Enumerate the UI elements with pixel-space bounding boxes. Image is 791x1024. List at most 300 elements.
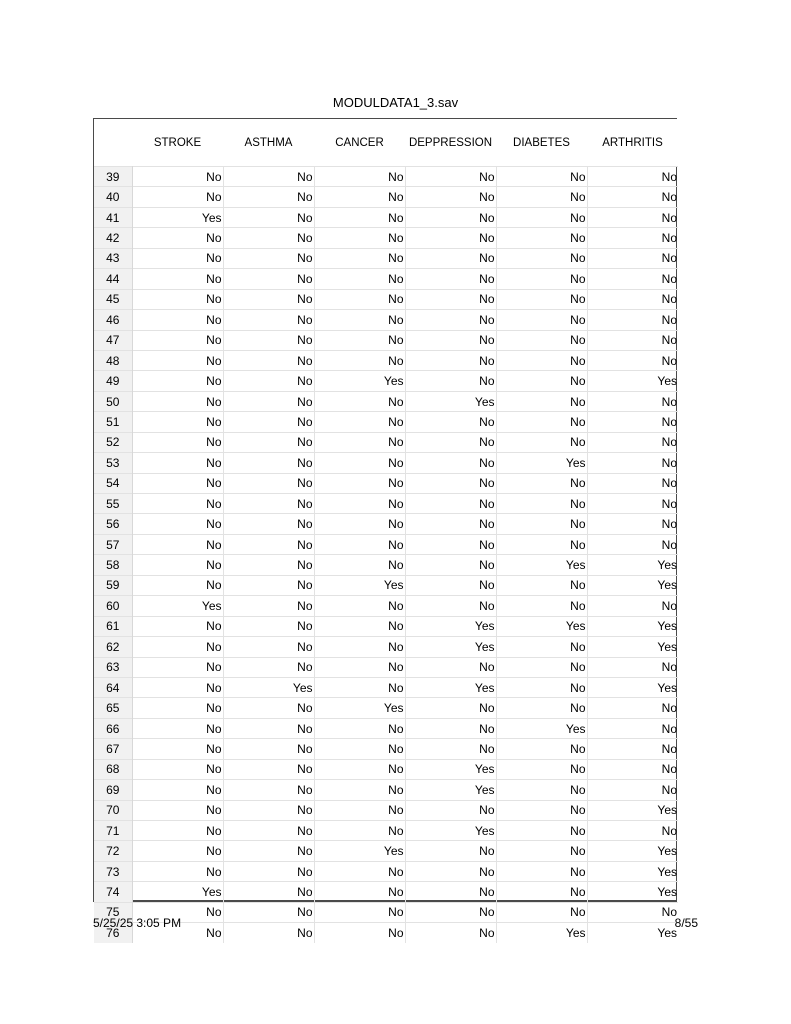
- stroke-cell: No: [132, 310, 223, 330]
- diabetes-cell: No: [496, 371, 587, 391]
- asthma-cell: Yes: [223, 677, 314, 697]
- cancer-cell: Yes: [314, 841, 405, 861]
- asthma-cell: No: [223, 167, 314, 187]
- cancer-cell: No: [314, 677, 405, 697]
- table-row: [94, 616, 678, 636]
- stroke-cell: No: [132, 187, 223, 207]
- arthritis-cell: Yes: [587, 861, 678, 881]
- arthritis-cell: Yes: [587, 616, 678, 636]
- diabetes-cell: No: [496, 596, 587, 616]
- diabetes-cell: No: [496, 391, 587, 411]
- arthritis-cell: Yes: [587, 371, 678, 391]
- stroke-cell: No: [132, 391, 223, 411]
- diabetes-cell: No: [496, 637, 587, 657]
- cancer-cell: No: [314, 902, 405, 922]
- row-number: 55: [94, 494, 132, 514]
- cancer-cell: No: [314, 228, 405, 248]
- asthma-cell: No: [223, 350, 314, 370]
- deppression-cell: No: [405, 698, 496, 718]
- stroke-cell: No: [132, 739, 223, 759]
- deppression-cell: No: [405, 432, 496, 452]
- row-number: 59: [94, 575, 132, 595]
- document-title: MODULDATA1_3.sav: [332, 95, 459, 110]
- stroke-cell: No: [132, 350, 223, 370]
- asthma-cell: No: [223, 555, 314, 575]
- column-header-cancer: CANCER: [314, 119, 405, 167]
- diabetes-cell: Yes: [496, 453, 587, 473]
- asthma-cell: No: [223, 207, 314, 227]
- row-number: 69: [94, 780, 132, 800]
- cancer-cell: No: [314, 555, 405, 575]
- diabetes-cell: No: [496, 780, 587, 800]
- row-number: 54: [94, 473, 132, 493]
- arthritis-cell: Yes: [587, 841, 678, 861]
- deppression-cell: No: [405, 330, 496, 350]
- asthma-cell: No: [223, 391, 314, 411]
- arthritis-cell: No: [587, 718, 678, 738]
- stroke-cell: No: [132, 269, 223, 289]
- diabetes-cell: No: [496, 575, 587, 595]
- row-number: 60: [94, 596, 132, 616]
- asthma-cell: No: [223, 187, 314, 207]
- table-row: [94, 596, 678, 616]
- diabetes-cell: Yes: [496, 616, 587, 636]
- arthritis-cell: Yes: [587, 882, 678, 902]
- deppression-cell: Yes: [405, 677, 496, 697]
- deppression-cell: No: [405, 289, 496, 309]
- asthma-cell: No: [223, 289, 314, 309]
- stroke-cell: No: [132, 637, 223, 657]
- arthritis-cell: No: [587, 228, 678, 248]
- arthritis-cell: No: [587, 494, 678, 514]
- row-number: 68: [94, 759, 132, 779]
- asthma-cell: No: [223, 739, 314, 759]
- asthma-cell: No: [223, 718, 314, 738]
- column-header-asthma: ASTHMA: [223, 119, 314, 167]
- deppression-cell: No: [405, 310, 496, 330]
- table-row: [94, 514, 678, 534]
- stroke-cell: No: [132, 494, 223, 514]
- table-row: [94, 759, 678, 779]
- arthritis-cell: No: [587, 739, 678, 759]
- table-row: [94, 841, 678, 861]
- table-row: [94, 167, 678, 187]
- stroke-cell: No: [132, 167, 223, 187]
- deppression-cell: No: [405, 882, 496, 902]
- table-row: [94, 412, 678, 432]
- table-row: [94, 432, 678, 452]
- diabetes-cell: No: [496, 514, 587, 534]
- asthma-cell: No: [223, 310, 314, 330]
- asthma-cell: No: [223, 453, 314, 473]
- column-header-stroke: STROKE: [132, 119, 223, 167]
- stroke-cell: No: [132, 248, 223, 268]
- stroke-cell: No: [132, 534, 223, 554]
- deppression-cell: No: [405, 923, 496, 943]
- arthritis-cell: Yes: [587, 677, 678, 697]
- arthritis-cell: No: [587, 596, 678, 616]
- cancer-cell: No: [314, 596, 405, 616]
- arthritis-cell: No: [587, 453, 678, 473]
- diabetes-cell: No: [496, 187, 587, 207]
- diabetes-cell: No: [496, 412, 587, 432]
- cancer-cell: No: [314, 657, 405, 677]
- table-row: [94, 310, 678, 330]
- arthritis-cell: No: [587, 432, 678, 452]
- stroke-cell: Yes: [132, 596, 223, 616]
- cancer-cell: No: [314, 473, 405, 493]
- stroke-cell: No: [132, 453, 223, 473]
- diabetes-cell: No: [496, 248, 587, 268]
- stroke-cell: No: [132, 371, 223, 391]
- row-number: 39: [94, 167, 132, 187]
- deppression-cell: No: [405, 228, 496, 248]
- arthritis-cell: No: [587, 310, 678, 330]
- stroke-cell: No: [132, 923, 223, 943]
- table-row: [94, 269, 678, 289]
- asthma-cell: No: [223, 473, 314, 493]
- deppression-cell: No: [405, 412, 496, 432]
- diabetes-cell: No: [496, 841, 587, 861]
- asthma-cell: No: [223, 800, 314, 820]
- stroke-cell: No: [132, 698, 223, 718]
- arthritis-cell: No: [587, 698, 678, 718]
- arthritis-cell: No: [587, 759, 678, 779]
- diabetes-cell: No: [496, 330, 587, 350]
- diabetes-cell: No: [496, 350, 587, 370]
- column-header-arthritis: ARTHRITIS: [587, 119, 678, 167]
- diabetes-cell: No: [496, 821, 587, 841]
- asthma-cell: No: [223, 637, 314, 657]
- table-row: [94, 494, 678, 514]
- row-number: 40: [94, 187, 132, 207]
- row-number: 52: [94, 432, 132, 452]
- cancer-cell: Yes: [314, 575, 405, 595]
- row-number: 70: [94, 800, 132, 820]
- cancer-cell: No: [314, 412, 405, 432]
- stroke-cell: Yes: [132, 207, 223, 227]
- deppression-cell: No: [405, 514, 496, 534]
- page-indicator: 8/55: [674, 916, 698, 930]
- deppression-cell: No: [405, 453, 496, 473]
- row-number: 51: [94, 412, 132, 432]
- row-number: 76: [94, 923, 132, 943]
- asthma-cell: No: [223, 821, 314, 841]
- deppression-cell: No: [405, 902, 496, 922]
- diabetes-cell: No: [496, 759, 587, 779]
- table-row: [94, 187, 678, 207]
- row-number: 72: [94, 841, 132, 861]
- diabetes-cell: No: [496, 494, 587, 514]
- cancer-cell: No: [314, 534, 405, 554]
- row-number: 43: [94, 248, 132, 268]
- print-timestamp: 5/25/25 3:05 PM: [93, 916, 182, 930]
- deppression-cell: Yes: [405, 391, 496, 411]
- table-row: [94, 800, 678, 820]
- arthritis-cell: No: [587, 350, 678, 370]
- table-row: [94, 207, 678, 227]
- cancer-cell: No: [314, 882, 405, 902]
- stroke-cell: No: [132, 412, 223, 432]
- asthma-cell: No: [223, 412, 314, 432]
- cancer-cell: No: [314, 800, 405, 820]
- arthritis-cell: Yes: [587, 923, 678, 943]
- table-row: [94, 473, 678, 493]
- cancer-cell: No: [314, 350, 405, 370]
- deppression-cell: No: [405, 718, 496, 738]
- table-row: [94, 657, 678, 677]
- table-row: [94, 637, 678, 657]
- asthma-cell: No: [223, 514, 314, 534]
- row-number: 46: [94, 310, 132, 330]
- deppression-cell: No: [405, 555, 496, 575]
- table-row: [94, 718, 678, 738]
- arthritis-cell: No: [587, 657, 678, 677]
- deppression-cell: No: [405, 596, 496, 616]
- row-number: 57: [94, 534, 132, 554]
- table-row: [94, 902, 678, 922]
- cancer-cell: No: [314, 759, 405, 779]
- stroke-cell: No: [132, 657, 223, 677]
- arthritis-cell: No: [587, 902, 678, 922]
- stroke-cell: No: [132, 473, 223, 493]
- diabetes-cell: No: [496, 269, 587, 289]
- asthma-cell: No: [223, 269, 314, 289]
- cancer-cell: Yes: [314, 371, 405, 391]
- row-number: 65: [94, 698, 132, 718]
- row-number: 41: [94, 207, 132, 227]
- diabetes-cell: No: [496, 473, 587, 493]
- cancer-cell: No: [314, 289, 405, 309]
- cancer-cell: No: [314, 453, 405, 473]
- stroke-cell: No: [132, 800, 223, 820]
- diabetes-cell: Yes: [496, 555, 587, 575]
- table-row: [94, 575, 678, 595]
- stroke-cell: No: [132, 902, 223, 922]
- stroke-cell: No: [132, 861, 223, 881]
- cancer-cell: No: [314, 861, 405, 881]
- deppression-cell: Yes: [405, 759, 496, 779]
- arthritis-cell: No: [587, 473, 678, 493]
- stroke-cell: Yes: [132, 882, 223, 902]
- table-body: [94, 167, 678, 943]
- table-row: [94, 350, 678, 370]
- table-row: [94, 698, 678, 718]
- stroke-cell: No: [132, 575, 223, 595]
- asthma-cell: No: [223, 657, 314, 677]
- row-number: 74: [94, 882, 132, 902]
- data-table: [94, 119, 678, 943]
- stroke-cell: No: [132, 718, 223, 738]
- deppression-cell: Yes: [405, 780, 496, 800]
- arthritis-cell: Yes: [587, 575, 678, 595]
- arthritis-cell: No: [587, 780, 678, 800]
- row-number: 44: [94, 269, 132, 289]
- row-number: 73: [94, 861, 132, 881]
- asthma-cell: No: [223, 228, 314, 248]
- asthma-cell: No: [223, 371, 314, 391]
- table-row: [94, 923, 678, 943]
- asthma-cell: No: [223, 759, 314, 779]
- diabetes-cell: No: [496, 657, 587, 677]
- stroke-cell: No: [132, 780, 223, 800]
- arthritis-cell: No: [587, 269, 678, 289]
- table-header-row: [94, 119, 678, 167]
- table-row: [94, 330, 678, 350]
- arthritis-cell: No: [587, 187, 678, 207]
- diabetes-cell: No: [496, 289, 587, 309]
- row-number: 45: [94, 289, 132, 309]
- row-number: 53: [94, 453, 132, 473]
- deppression-cell: Yes: [405, 821, 496, 841]
- deppression-cell: No: [405, 575, 496, 595]
- row-number: 48: [94, 350, 132, 370]
- cancer-cell: No: [314, 391, 405, 411]
- asthma-cell: No: [223, 534, 314, 554]
- stroke-cell: No: [132, 821, 223, 841]
- table-row: [94, 453, 678, 473]
- deppression-cell: No: [405, 350, 496, 370]
- diabetes-cell: No: [496, 800, 587, 820]
- arthritis-cell: Yes: [587, 800, 678, 820]
- row-number: 56: [94, 514, 132, 534]
- asthma-cell: No: [223, 596, 314, 616]
- cancer-cell: No: [314, 718, 405, 738]
- deppression-cell: No: [405, 800, 496, 820]
- table-row: [94, 861, 678, 881]
- asthma-cell: No: [223, 575, 314, 595]
- arthritis-cell: No: [587, 412, 678, 432]
- diabetes-cell: No: [496, 207, 587, 227]
- diabetes-cell: Yes: [496, 718, 587, 738]
- deppression-cell: No: [405, 841, 496, 861]
- asthma-cell: No: [223, 248, 314, 268]
- diabetes-cell: No: [496, 228, 587, 248]
- row-number: 71: [94, 821, 132, 841]
- stroke-cell: No: [132, 228, 223, 248]
- stroke-cell: No: [132, 677, 223, 697]
- deppression-cell: No: [405, 269, 496, 289]
- table-row: [94, 248, 678, 268]
- table-row: [94, 780, 678, 800]
- stroke-cell: No: [132, 514, 223, 534]
- asthma-cell: No: [223, 494, 314, 514]
- row-number: 63: [94, 657, 132, 677]
- row-number: 64: [94, 677, 132, 697]
- row-number: 67: [94, 739, 132, 759]
- arthritis-cell: No: [587, 167, 678, 187]
- diabetes-cell: No: [496, 698, 587, 718]
- column-header-deppression: DEPPRESSION: [405, 119, 496, 167]
- asthma-cell: No: [223, 432, 314, 452]
- cancer-cell: No: [314, 248, 405, 268]
- asthma-cell: No: [223, 882, 314, 902]
- cancer-cell: No: [314, 637, 405, 657]
- diabetes-cell: No: [496, 739, 587, 759]
- cancer-cell: No: [314, 187, 405, 207]
- diabetes-cell: No: [496, 167, 587, 187]
- stroke-cell: No: [132, 432, 223, 452]
- asthma-cell: No: [223, 330, 314, 350]
- cancer-cell: No: [314, 616, 405, 636]
- cancer-cell: No: [314, 269, 405, 289]
- table-row: [94, 289, 678, 309]
- deppression-cell: No: [405, 371, 496, 391]
- deppression-cell: No: [405, 861, 496, 881]
- arthritis-cell: No: [587, 248, 678, 268]
- arthritis-cell: No: [587, 514, 678, 534]
- row-number: 75: [94, 902, 132, 922]
- cancer-cell: No: [314, 310, 405, 330]
- diabetes-cell: No: [496, 310, 587, 330]
- arthritis-cell: Yes: [587, 555, 678, 575]
- table-row: [94, 371, 678, 391]
- deppression-cell: No: [405, 207, 496, 227]
- table-row: [94, 739, 678, 759]
- arthritis-cell: No: [587, 330, 678, 350]
- table-row: [94, 534, 678, 554]
- asthma-cell: No: [223, 616, 314, 636]
- table-row: [94, 555, 678, 575]
- stroke-cell: No: [132, 616, 223, 636]
- arthritis-cell: No: [587, 289, 678, 309]
- deppression-cell: No: [405, 473, 496, 493]
- table-row: [94, 882, 678, 902]
- diabetes-cell: No: [496, 677, 587, 697]
- arthritis-cell: No: [587, 207, 678, 227]
- deppression-cell: Yes: [405, 637, 496, 657]
- deppression-cell: No: [405, 494, 496, 514]
- row-number: 66: [94, 718, 132, 738]
- stroke-cell: No: [132, 330, 223, 350]
- arthritis-cell: No: [587, 534, 678, 554]
- diabetes-cell: No: [496, 534, 587, 554]
- asthma-cell: No: [223, 780, 314, 800]
- table-row: [94, 677, 678, 697]
- column-header-diabetes: DIABETES: [496, 119, 587, 167]
- cancer-cell: No: [314, 821, 405, 841]
- deppression-cell: Yes: [405, 616, 496, 636]
- row-number: 50: [94, 391, 132, 411]
- cancer-cell: No: [314, 330, 405, 350]
- table-row: [94, 228, 678, 248]
- asthma-cell: No: [223, 923, 314, 943]
- arthritis-cell: Yes: [587, 637, 678, 657]
- diabetes-cell: Yes: [496, 923, 587, 943]
- arthritis-cell: No: [587, 821, 678, 841]
- diabetes-cell: No: [496, 861, 587, 881]
- deppression-cell: No: [405, 248, 496, 268]
- deppression-cell: No: [405, 187, 496, 207]
- stroke-cell: No: [132, 289, 223, 309]
- deppression-cell: No: [405, 657, 496, 677]
- asthma-cell: No: [223, 861, 314, 881]
- cancer-cell: No: [314, 514, 405, 534]
- cancer-cell: No: [314, 207, 405, 227]
- deppression-cell: No: [405, 739, 496, 759]
- diabetes-cell: No: [496, 902, 587, 922]
- stroke-cell: No: [132, 759, 223, 779]
- asthma-cell: No: [223, 902, 314, 922]
- table-row: [94, 391, 678, 411]
- row-number: 62: [94, 637, 132, 657]
- diabetes-cell: No: [496, 432, 587, 452]
- cancer-cell: No: [314, 494, 405, 514]
- cancer-cell: Yes: [314, 698, 405, 718]
- cancer-cell: No: [314, 432, 405, 452]
- diabetes-cell: No: [496, 882, 587, 902]
- row-number: 49: [94, 371, 132, 391]
